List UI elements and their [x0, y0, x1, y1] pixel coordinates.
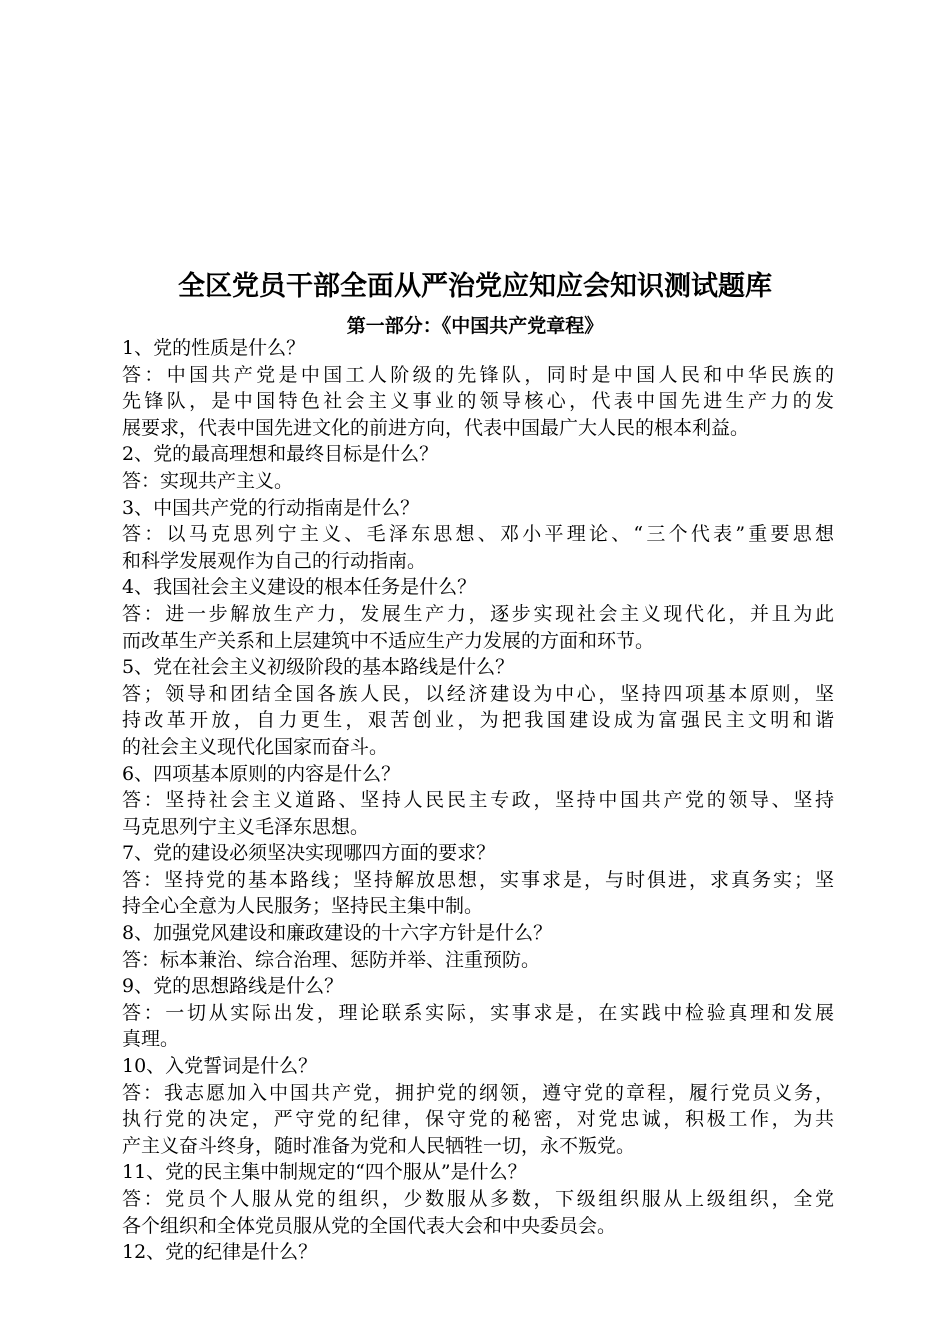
question-text: 12、党的纪律是什么？ [122, 1241, 318, 1264]
question-text: 11、党的民主集中制规定的“四个服从”是什么？ [122, 1161, 527, 1184]
answer-line: 持全心全意为人民服务；坚持民主集中制。 [122, 895, 484, 918]
answer-line: 和科学发展观作为自己的行动指南。 [122, 549, 427, 572]
answer-line: 展要求，代表中国先进文化的前进方向，代表中国最广大人民的根本利益。 [122, 416, 750, 439]
answer-block [122, 468, 834, 495]
answer-line: 执行党的决定，严守党的纪律，保守党的秘密，对党忠诚，积极工作，为共 [122, 1108, 834, 1131]
question-text: 6、四项基本原则的内容是什么？ [122, 762, 401, 785]
answer-line: 各个组织和全体党员服从党的全国代表大会和中央委员会。 [122, 1214, 617, 1237]
answer-block [122, 1186, 834, 1239]
answer-block [122, 1080, 834, 1160]
answer-line: 真理。 [122, 1028, 180, 1051]
answer-line: 答：党员个人服从党的组织，少数服从多数，下级组织服从上级组织，全党 [122, 1188, 834, 1210]
question-text: 8、加强党风建设和廉政建设的十六字方针是什么？ [122, 922, 553, 945]
question-text: 7、党的建设必须坚决实现哪四方面的要求？ [122, 842, 496, 865]
answer-line: 答；领导和团结全国各族人民，以经济建设为中心，坚持四项基本原则，坚 [122, 682, 834, 705]
qa-item [122, 840, 834, 920]
qa-list [122, 335, 834, 1266]
answer-block [122, 362, 834, 442]
answer-line: 答：坚持党的基本路线；坚持解放思想，实事求是，与时俱进，求真务实；坚 [122, 868, 834, 891]
answer-line: 答：标本兼治、综合治理、惩防并举、注重预防。 [122, 948, 541, 971]
answer-block [122, 601, 834, 654]
question-text: 2、党的最高理想和最终目标是什么？ [122, 443, 439, 466]
question-text: 5、党在社会主义初级阶段的基本路线是什么？ [122, 656, 515, 679]
qa-item [122, 441, 834, 494]
qa-item [122, 1239, 834, 1266]
question-text: 1、党的性质是什么？ [122, 337, 306, 359]
answer-line: 答：一切从实际出发，理论联系实际，实事求是，在实践中检验真理和发展 [122, 1001, 834, 1024]
answer-line: 的社会主义现代化国家而奋斗。 [122, 735, 389, 758]
qa-item [122, 335, 834, 441]
answer-line: 答：我志愿加入中国共产党，拥护党的纲领，遵守党的章程，履行党员义务， [122, 1081, 834, 1104]
answer-line: 答：实现共产主义。 [122, 469, 294, 492]
answer-line: 持改革开放，自力更生，艰苦创业，为把我国建设成为富强民主文明和谐 [122, 709, 834, 732]
answer-line: 答：进一步解放生产力，发展生产力，逐步实现社会主义现代化，并且为此 [122, 602, 834, 625]
answer-line: 而改革生产关系和上层建筑中不适应生产力发展的方面和环节。 [122, 629, 655, 652]
answer-line: 马克思列宁主义毛泽东思想。 [122, 815, 370, 838]
qa-item [122, 973, 834, 1053]
answer-block [122, 1000, 834, 1053]
qa-item [122, 654, 834, 760]
answer-line: 答：中国共产党是中国工人阶级的先锋队，同时是中国人民和中华民族的 [122, 363, 834, 386]
answer-block [122, 947, 834, 974]
qa-item [122, 920, 834, 973]
question-text: 3、中国共产党的行动指南是什么？ [122, 496, 420, 519]
answer-block [122, 787, 834, 840]
question-text: 10、入党誓词是什么？ [122, 1055, 318, 1078]
qa-item [122, 1053, 834, 1159]
question-text: 9、党的思想路线是什么？ [122, 975, 344, 998]
answer-line: 答：以马克思列宁主义、毛泽东思想、邓小平理论、“三个代表”重要思想 [122, 523, 834, 546]
answer-block [122, 867, 834, 920]
document-title: 全区党员干部全面从严治党应知应会知识测试题库 [178, 271, 772, 302]
answer-line: 产主义奋斗终身，随时准备为党和人民牺牲一切，永不叛党。 [122, 1134, 636, 1157]
qa-item [122, 495, 834, 575]
answer-line: 先锋队，是中国特色社会主义事业的领导核心，代表中国先进生产力的发 [122, 390, 834, 413]
question-text: 4、我国社会主义建设的根本任务是什么？ [122, 576, 477, 599]
answer-block [122, 521, 834, 574]
answer-line: 答：坚持社会主义道路、坚持人民民主专政，坚持中国共产党的领导、坚持 [122, 789, 834, 812]
qa-item [122, 761, 834, 841]
qa-item [122, 1159, 834, 1239]
section-title: 第一部分：《中国共产党章程》 [346, 315, 604, 337]
qa-item [122, 574, 834, 654]
answer-block [122, 681, 834, 761]
